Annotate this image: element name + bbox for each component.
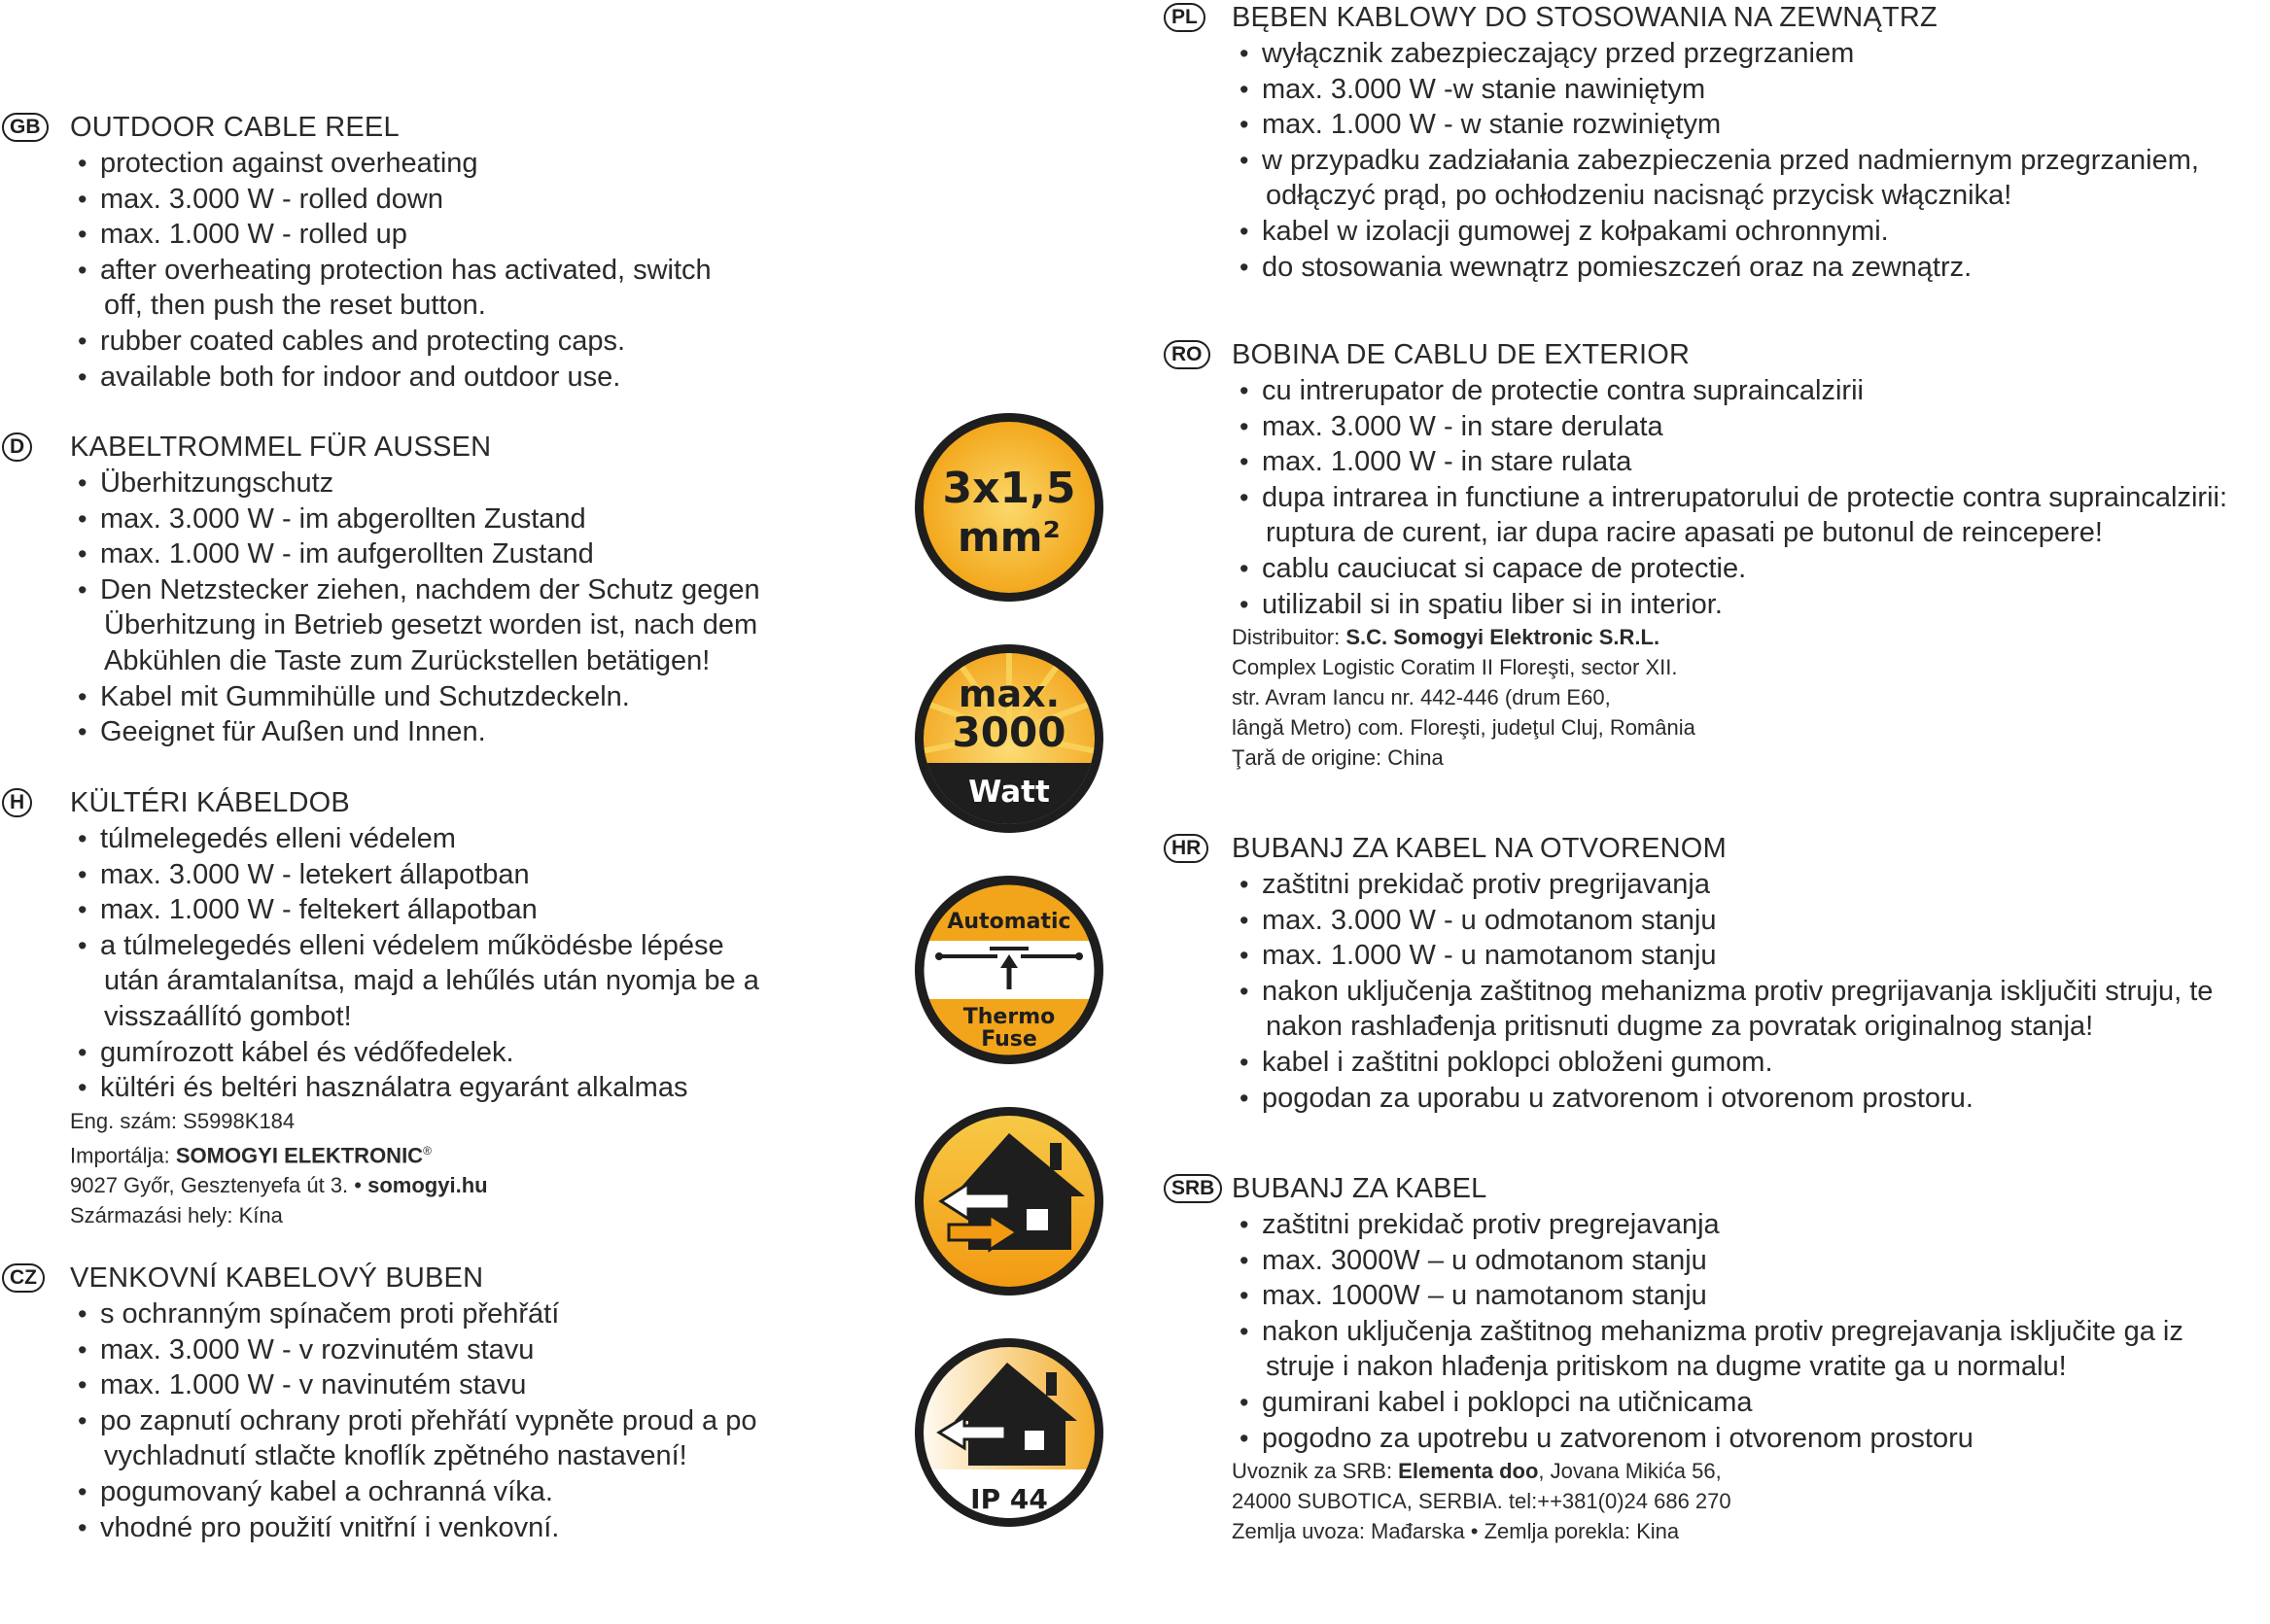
list-item xyxy=(1162,214,2270,250)
section-pl xyxy=(1162,0,2270,285)
list-item xyxy=(0,324,875,360)
section-title: OUTDOOR CABLE REEL xyxy=(70,112,400,143)
list-item-line: odłączyć prąd, po ochłodzeniu nacisnąć przycisk włącznika! xyxy=(1266,180,2012,212)
list-item-line: gumírozott kábel és védőfedelek. xyxy=(100,1036,514,1068)
list-item xyxy=(1162,1081,2270,1117)
list-item-line: vhodné pro použití vnitřní i venkovní. xyxy=(100,1511,560,1543)
indoor-outdoor-badge xyxy=(912,1104,1106,1298)
feature-list xyxy=(1162,867,2270,1116)
language-badge-d: D xyxy=(2,432,32,462)
list-item xyxy=(0,182,875,218)
list-item-line: s ochranným spínačem proti přehřátí xyxy=(100,1298,560,1330)
list-item-line: max. 1.000 W - w stanie rozwiniętym xyxy=(1262,109,1722,141)
list-item xyxy=(1162,409,2270,445)
list-item-line: vychladnutí stlačte knoflík zpětného nastavení! xyxy=(104,1440,687,1472)
section-ro xyxy=(1162,337,2270,773)
list-item-line: max. 1.000 W - im aufgerollten Zustand xyxy=(100,538,594,570)
list-item xyxy=(1162,444,2270,480)
list-item-line: max. 3.000 W - im abgerollten Zustand xyxy=(100,502,586,535)
list-item xyxy=(1162,867,2270,903)
list-item xyxy=(1162,72,2270,108)
address-line: 24000 SUBOTICA, SERBIA. tel:++381(0)24 686 270 xyxy=(1232,1489,1731,1514)
list-item xyxy=(0,1296,875,1332)
list-item xyxy=(0,1403,875,1474)
list-item-line: Abkühlen die Taste zum Zurückstellen betätigen! xyxy=(104,644,711,676)
section-header xyxy=(0,1261,875,1296)
section-title: VENKOVNÍ KABELOVÝ BUBEN xyxy=(70,1262,484,1294)
list-item-line: pogodan za uporabu u zatvorenom i otvorenom prostoru. xyxy=(1262,1082,1973,1114)
list-item-line: pogodno za upotrebu u zatvorenom i otvorenom prostoru xyxy=(1262,1422,1973,1454)
list-item-line: ruptura de curent, iar dupa racire apasati pe butonul de reincepere! xyxy=(1266,517,2103,549)
automatic-text: Automatic xyxy=(947,910,1071,934)
list-item-line: dupa intrarea in functiune a intrerupatorului de protectie contra supraincalzirii: xyxy=(1262,481,2228,513)
fuse-text: Fuse xyxy=(981,1027,1037,1052)
list-item-line: túlmelegedés elleni védelem xyxy=(100,823,456,854)
list-item-line: kültéri és beltéri használatra egyaránt alkalmas xyxy=(100,1072,688,1104)
list-item-line: struje i nakon hlađenja pritiskom na dugme vratite ga u normalu! xyxy=(1266,1351,2067,1383)
list-item-line: után áramtalanítsa, majd a lehűlés után nyomja be a xyxy=(104,965,759,997)
list-item xyxy=(1162,974,2270,1045)
section-header xyxy=(0,785,875,821)
section-header xyxy=(0,110,875,146)
section-header xyxy=(1162,831,2270,867)
address-line: Complex Logistic Coratim II Floreşti, sector XII. xyxy=(1232,655,1678,680)
list-item-line: max. 3.000 W - rolled down xyxy=(100,183,443,215)
list-item xyxy=(0,1367,875,1403)
romanian-info xyxy=(1162,622,2270,773)
list-item xyxy=(0,714,875,750)
list-item xyxy=(0,572,875,679)
watt-text: Watt xyxy=(968,775,1050,810)
list-item xyxy=(1162,36,2270,72)
list-item-line: po zapnutí ochrany proti přehřátí vypněte proud a po xyxy=(100,1404,757,1436)
list-item-line: Kabel mit Gummihülle und Schutzdeckeln. xyxy=(100,680,630,712)
language-badge-hr: HR xyxy=(1164,834,1208,863)
language-badge-gb: GB xyxy=(2,113,49,142)
list-item-line: after overheating protection has activated, switch xyxy=(100,254,712,286)
origin-line: Zemlja uvoza: Mađarska • Zemlja porekla: Kina xyxy=(1232,1519,1680,1544)
serbian-info xyxy=(1162,1456,2270,1546)
list-item xyxy=(0,928,875,1035)
list-item xyxy=(1162,1314,2270,1385)
list-item-line: protection against overheating xyxy=(100,148,478,179)
cable-unit-text: mm² xyxy=(958,513,1061,561)
section-h xyxy=(0,785,875,1230)
feature-list xyxy=(1162,1207,2270,1456)
language-badge-ro: RO xyxy=(1164,340,1210,369)
list-item-line: w przypadku zadziałania zabezpieczenia przed nadmiernym przegrzaniem, xyxy=(1262,144,2199,176)
feature-list xyxy=(0,466,875,750)
list-item-line: max. 3000W – u odmotanom stanju xyxy=(1262,1244,1707,1276)
thermo-text: Thermo xyxy=(962,1005,1056,1029)
list-item xyxy=(0,892,875,928)
list-item-line: max. 1.000 W - v navinutém stavu xyxy=(100,1369,527,1401)
list-item-line: a túlmelegedés elleni védelem működésbe lépése xyxy=(100,929,724,961)
list-item-line: max. 1.000 W - rolled up xyxy=(100,219,407,251)
section-header xyxy=(1162,337,2270,373)
list-item xyxy=(0,253,875,324)
list-item xyxy=(1162,1385,2270,1421)
list-item xyxy=(0,1332,875,1368)
list-item-line: cu intrerupator de protectie contra supraincalzirii xyxy=(1262,375,1864,406)
list-item xyxy=(0,146,875,182)
origin-line: Ţară de origine: China xyxy=(1232,745,1444,771)
list-item-line: Den Netzstecker ziehen, nachdem der Schutz gegen xyxy=(100,573,760,605)
list-item-line: zaštitni prekidač protiv pregrijavanja xyxy=(1262,869,1710,900)
list-item xyxy=(0,1510,875,1546)
list-item-line: max. 3.000 W - in stare derulata xyxy=(1262,410,1663,442)
importer-line: Uvoznik za SRB: Elementa doo, Jovana Mikića 56, xyxy=(1232,1459,1722,1484)
power-value-text: 3000 xyxy=(952,708,1066,756)
address-line: 9027 Győr, Gesztenyefa út 3. • somogyi.hu xyxy=(70,1173,488,1198)
list-item xyxy=(1162,1421,2270,1457)
section-srb xyxy=(1162,1171,2270,1546)
list-item xyxy=(0,217,875,253)
list-item xyxy=(1162,373,2270,409)
list-item-line: gumirani kabel i poklopci na utičnicama xyxy=(1262,1386,1753,1418)
section-gb xyxy=(0,110,875,395)
section-header xyxy=(1162,0,2270,36)
max-label-text: max. xyxy=(958,673,1061,715)
list-item-line: kabel i zaštitni poklopci obloženi gumom. xyxy=(1262,1046,1773,1078)
list-item-line: available both for indoor and outdoor use. xyxy=(100,361,621,393)
list-item xyxy=(0,501,875,537)
list-item-line: off, then push the reset button. xyxy=(104,290,486,322)
list-item-line: rubber coated cables and protecting caps. xyxy=(100,325,626,357)
feature-list xyxy=(1162,36,2270,285)
importer-line: Importálja: SOMOGYI ELEKTRONIC® xyxy=(70,1143,432,1168)
section-title: BOBINA DE CABLU DE EXTERIOR xyxy=(1232,339,1691,370)
feature-list xyxy=(0,1296,875,1545)
list-item-line: Überhitzungschutz xyxy=(100,467,334,499)
language-badge-srb: SRB xyxy=(1164,1174,1222,1203)
section-title: BUBANJ ZA KABEL NA OTVORENOM xyxy=(1232,833,1727,864)
list-item xyxy=(0,857,875,893)
list-item-line: max. 3.000 W - u odmotanom stanju xyxy=(1262,904,1717,936)
section-title: KABELTROMMEL FÜR AUSSEN xyxy=(70,432,492,463)
list-item xyxy=(1162,1243,2270,1279)
hungarian-info xyxy=(0,1106,875,1230)
section-hr xyxy=(1162,831,2270,1116)
eng-number: Eng. szám: S5998K184 xyxy=(70,1108,296,1133)
list-item xyxy=(0,360,875,396)
section-title: BUBANJ ZA KABEL xyxy=(1232,1173,1487,1204)
language-badge-cz: CZ xyxy=(2,1263,45,1293)
list-item-line: nakon uključenja zaštitnog mehanizma protiv pregrijavanja isključiti struju, te xyxy=(1262,975,2214,1007)
section-title: KÜLTÉRI KÁBELDOB xyxy=(70,787,350,818)
distributor-line: Distribuitor: S.C. Somogyi Elektronic S.R.L. xyxy=(1232,625,1660,650)
list-item xyxy=(0,679,875,715)
list-item-line: max. 3.000 W - letekert állapotban xyxy=(100,858,530,890)
list-item xyxy=(1162,587,2270,623)
cable-size-text: 3x1,5 xyxy=(942,464,1076,513)
section-title: BĘBEN KABLOWY DO STOSOWANIA NA ZEWNĄTRZ xyxy=(1232,2,1938,33)
list-item-line: do stosowania wewnątrz pomieszczeń oraz na zewnątrz. xyxy=(1262,251,1973,283)
list-item-line: max. 3.000 W - v rozvinutém stavu xyxy=(100,1333,535,1365)
list-item-line: kabel w izolacji gumowej z kołpakami ochronnymi. xyxy=(1262,215,1889,247)
section-cz xyxy=(0,1261,875,1545)
list-item xyxy=(0,466,875,501)
list-item xyxy=(0,536,875,572)
language-badge-pl: PL xyxy=(1164,3,1205,32)
list-item xyxy=(1162,143,2270,214)
list-item xyxy=(1162,250,2270,286)
section-header xyxy=(1162,1171,2270,1207)
list-item xyxy=(1162,1278,2270,1314)
list-item-line: cablu cauciucat si capace de protectie. xyxy=(1262,552,1747,584)
list-item-line: wyłącznik zabezpieczający przed przegrzaniem xyxy=(1262,38,1855,69)
feature-list xyxy=(0,146,875,395)
list-item-line: pogumovaný kabel a ochranná víka. xyxy=(100,1475,553,1507)
list-item xyxy=(0,1070,875,1106)
max-power-badge xyxy=(912,641,1106,836)
list-item-line: nakon uključenja zaštitnog mehanizma protiv pregrejavanja isključite ga iz xyxy=(1262,1315,2183,1347)
section-header xyxy=(0,430,875,466)
list-item xyxy=(1162,1045,2270,1081)
list-item xyxy=(0,821,875,857)
feature-list xyxy=(1162,373,2270,622)
list-item-line: max. 1000W – u namotanom stanju xyxy=(1262,1280,1707,1312)
list-item xyxy=(1162,938,2270,974)
feature-list xyxy=(0,821,875,1106)
list-item-line: max. 1.000 W - in stare rulata xyxy=(1262,446,1632,478)
list-item-line: Geeignet für Außen und Innen. xyxy=(100,716,486,748)
section-d xyxy=(0,430,875,750)
list-item xyxy=(1162,1207,2270,1243)
list-item-line: max. 1.000 W - feltekert állapotban xyxy=(100,894,538,926)
list-item-line: nakon rashlađenja pritisnuti dugme za povratak originalnog stanja! xyxy=(1266,1011,2094,1043)
list-item-line: utilizabil si in spatiu liber si in interior. xyxy=(1262,588,1723,620)
list-item-line: max. 3.000 W -w stanie nawiniętym xyxy=(1262,73,1706,105)
list-item xyxy=(1162,480,2270,551)
origin-line: Származási hely: Kína xyxy=(70,1203,283,1228)
thermo-fuse-badge xyxy=(912,873,1106,1067)
list-item xyxy=(1162,551,2270,587)
list-item xyxy=(1162,903,2270,939)
address-line: lângă Metro) com. Floreşti, judeţul Cluj, România xyxy=(1232,715,1695,741)
list-item xyxy=(0,1474,875,1510)
language-badge-h: H xyxy=(2,788,32,817)
cable-size-badge xyxy=(912,410,1106,605)
address-line: str. Avram Iancu nr. 442-446 (drum E60, xyxy=(1232,685,1611,710)
ip44-badge xyxy=(912,1335,1106,1530)
list-item-line: max. 1.000 W - u namotanom stanju xyxy=(1262,940,1717,972)
list-item-line: zaštitni prekidač protiv pregrejavanja xyxy=(1262,1209,1720,1240)
list-item-line: visszaállító gombot! xyxy=(104,1000,352,1032)
list-item xyxy=(0,1035,875,1071)
ip-rating-text: IP 44 xyxy=(970,1483,1048,1515)
list-item-line: Überhitzung in Betrieb gesetzt worden ist, nach dem xyxy=(104,609,758,641)
list-item xyxy=(1162,107,2270,143)
